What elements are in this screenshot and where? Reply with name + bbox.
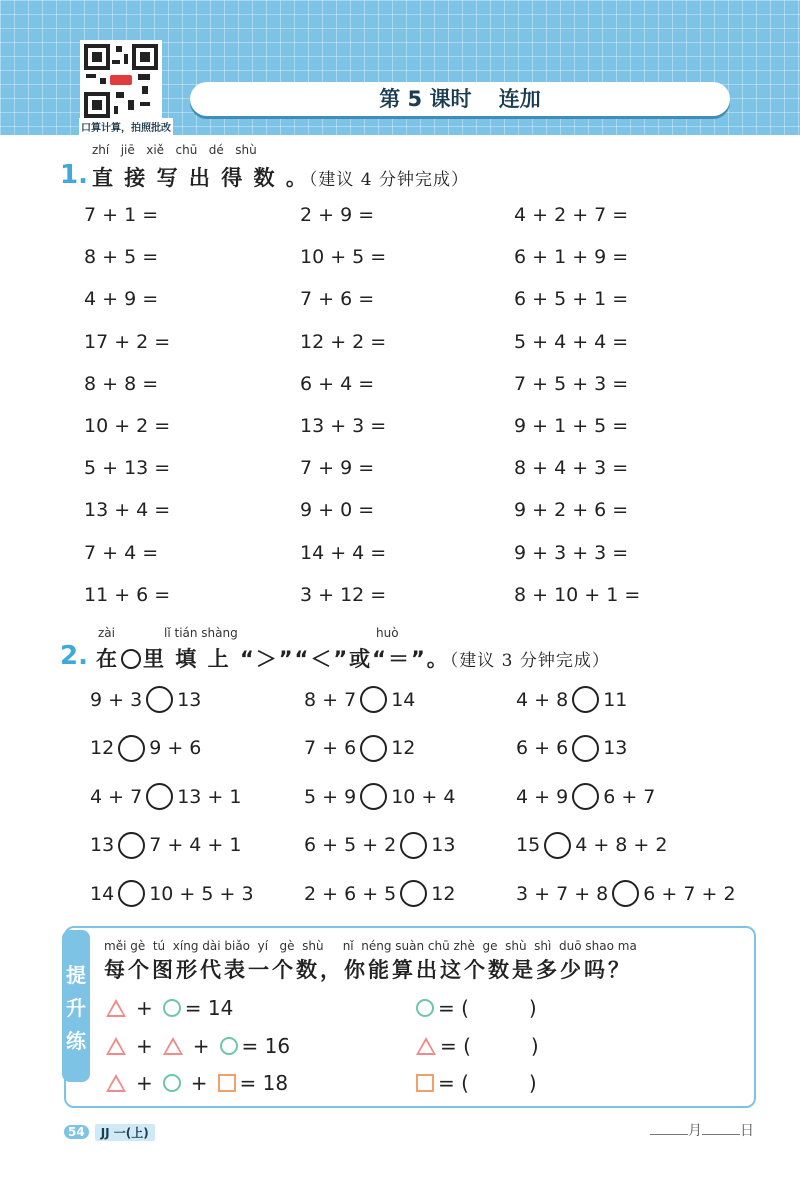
comparison (304, 783, 455, 810)
section2-pinyin-huo: huò (376, 626, 399, 640)
section2-title: 在 里 填 上 “＞”“＜”或“＝”。（建议 3 分钟完成） (96, 647, 610, 671)
compare-right: 13 (603, 737, 628, 759)
compare-right: 14 (391, 688, 416, 711)
compare-right: 12 (431, 882, 456, 905)
equation[interactable]: 5 + 4 + 4 = (514, 330, 629, 353)
answer-circle-icon[interactable] (146, 783, 173, 810)
compare-left: 14 (90, 882, 115, 905)
answer-square[interactable]: = ( ) (412, 1071, 537, 1095)
equation[interactable]: 10 + 2 = (84, 415, 171, 437)
section1-hint: （建议 4 分钟完成） (308, 170, 469, 190)
equation[interactable]: 13 + 4 = (84, 499, 171, 522)
compare-left: 6 + 6 (516, 737, 569, 759)
qr-logo (110, 75, 132, 85)
compare-right: 13 (431, 834, 456, 856)
square-icon (218, 1074, 236, 1092)
equation[interactable]: 10 + 5 = (300, 246, 387, 269)
circle-icon (416, 999, 434, 1017)
compare-right: 4 + 8 + 2 (575, 834, 668, 856)
equation[interactable]: 9 + 2 + 6 = (514, 499, 629, 522)
equation[interactable]: 7 + 6 = (300, 288, 375, 311)
compare-right: 13 + 1 (177, 785, 242, 808)
compare-right: 10 + 4 (391, 785, 456, 808)
compare-left: 12 (90, 737, 115, 759)
answer-circle-icon[interactable] (544, 832, 571, 859)
triangle-icon (106, 1037, 126, 1055)
comparison (90, 880, 254, 907)
comparison (304, 880, 455, 907)
compare-right: 11 (603, 688, 628, 711)
answer-circle-icon[interactable] (118, 832, 145, 859)
triangle-icon (106, 1074, 126, 1092)
equation[interactable]: 9 + 3 + 3 = (514, 541, 629, 564)
answer-circle-icon[interactable] (572, 783, 599, 810)
compare-right: 9 + 6 (149, 737, 202, 759)
answer-circle[interactable]: = ( ) (412, 996, 537, 1020)
triangle-icon (163, 1037, 183, 1055)
equation[interactable]: 6 + 5 + 1 = (514, 288, 629, 311)
comparison (90, 735, 201, 762)
equation[interactable]: 13 + 3 = (300, 415, 387, 437)
answer-circle-icon[interactable] (612, 880, 639, 907)
answer-circle-icon[interactable] (400, 880, 427, 907)
equation[interactable]: 14 + 4 = (300, 541, 387, 564)
comparison (304, 686, 415, 713)
equation[interactable]: 7 + 1 = (84, 204, 159, 226)
circle-icon (163, 1074, 181, 1092)
compare-right: 6 + 7 + 2 (643, 882, 736, 905)
answer-triangle[interactable]: = ( ) (412, 1034, 539, 1058)
answer-circle-icon[interactable] (146, 686, 173, 713)
lesson-title-bar (190, 82, 730, 116)
equation[interactable]: 8 + 5 = (84, 246, 159, 269)
compare-right: 6 + 7 (603, 785, 656, 808)
section2-pinyin-zai: zài (98, 626, 115, 640)
answer-circle-icon[interactable] (360, 686, 387, 713)
compare-right: 13 (177, 688, 202, 711)
qr-finder (132, 44, 158, 70)
compare-left: 15 (516, 834, 541, 856)
equation[interactable]: 6 + 1 + 9 = (514, 246, 629, 269)
answer-circle-icon[interactable] (572, 686, 599, 713)
circle-icon (220, 1037, 238, 1055)
extension-tab: 提 升 练 (62, 930, 90, 1082)
lesson-number: 第 5 课时 (379, 87, 472, 111)
extension-pinyin: měi gè tú xíng dài biǎo yí gè shù nǐ néng suàn chū zhè ge shù shì duō shao ma (104, 939, 637, 953)
comparison (516, 832, 667, 859)
compare-left: 13 (90, 834, 115, 856)
equation[interactable]: 3 + 12 = (300, 583, 387, 606)
answer-circle-icon[interactable] (118, 735, 145, 762)
answer-circle-icon[interactable] (360, 735, 387, 762)
equation[interactable]: 4 + 9 = (84, 288, 159, 311)
comparison (90, 686, 201, 713)
compare-right: 12 (391, 737, 416, 759)
page-number: 54 (64, 1125, 89, 1139)
triangle-icon (106, 999, 126, 1017)
section1-pinyin: zhí jiē xiě chū dé shù (92, 143, 257, 157)
equation[interactable]: 2 + 9 = (300, 204, 375, 226)
circle-icon (163, 999, 181, 1017)
compare-left: 3 + 7 + 8 (516, 882, 609, 905)
shape-equation-2: + + = 16 (102, 1034, 290, 1058)
qr-code[interactable] (80, 40, 162, 122)
qr-caption: 口算计算，拍照批改 (79, 118, 173, 135)
equation[interactable]: 7 + 9 = (300, 457, 375, 480)
compare-left: 4 + 8 (516, 688, 569, 711)
compare-left: 4 + 9 (516, 785, 569, 808)
comparison (304, 832, 455, 859)
section1-title: 直 接 写 出 得 数 。（建议 4 分钟完成） (92, 166, 469, 190)
compare-left: 4 + 7 (90, 785, 143, 808)
equation[interactable]: 8 + 4 + 3 = (514, 457, 629, 480)
shape-equation-1: + = 14 (102, 996, 233, 1020)
square-icon (416, 1074, 434, 1092)
compare-left: 7 + 6 (304, 737, 357, 759)
lesson-title: 连加 (498, 87, 541, 111)
answer-circle-icon[interactable] (360, 783, 387, 810)
compare-left: 5 + 9 (304, 785, 357, 808)
equation[interactable]: 8 + 10 + 1 = (514, 583, 641, 606)
compare-right: 7 + 4 + 1 (149, 834, 242, 856)
section1-number: 1. (60, 160, 88, 190)
qr-finder (84, 92, 110, 118)
equation[interactable]: 12 + 2 = (300, 330, 387, 353)
compare-left: 6 + 5 + 2 (304, 834, 397, 856)
equation[interactable]: 9 + 0 = (300, 499, 375, 522)
equation[interactable]: 11 + 6 = (84, 583, 171, 606)
qr-finder (84, 44, 110, 70)
section2-pinyin-fill: lǐ tián shàng (164, 626, 238, 640)
extension-title: 每个图形代表一个数，你能算出这个数是多少吗？ (104, 958, 632, 982)
comparison (90, 783, 241, 810)
answer-circle-icon (121, 649, 141, 669)
equation[interactable]: 4 + 2 + 7 = (514, 204, 629, 226)
section2-number: 2. (60, 641, 88, 671)
equation[interactable]: 5 + 13 = (84, 457, 171, 480)
equation[interactable]: 9 + 1 + 5 = (514, 415, 629, 437)
comparison (516, 686, 627, 713)
equation[interactable]: 7 + 4 = (84, 541, 159, 564)
equation[interactable]: 17 + 2 = (84, 330, 171, 353)
compare-left: 8 + 7 (304, 688, 357, 711)
equation[interactable]: 8 + 8 = (84, 372, 159, 395)
compare-right: 10 + 5 + 3 (149, 882, 254, 905)
answer-circle-icon[interactable] (400, 832, 427, 859)
answer-circle-icon[interactable] (572, 735, 599, 762)
comparison (516, 880, 736, 907)
page-footer (64, 1124, 155, 1140)
date-field[interactable]: 月 日 (650, 1120, 754, 1140)
triangle-icon (416, 1037, 436, 1055)
comparison (516, 735, 627, 762)
equation[interactable]: 6 + 4 = (300, 372, 375, 395)
shape-equation-3: + + = 18 (102, 1071, 288, 1095)
answer-circle-icon[interactable] (118, 880, 145, 907)
equation[interactable]: 7 + 5 + 3 = (514, 372, 629, 395)
comparison (304, 735, 415, 762)
compare-left: 2 + 6 + 5 (304, 882, 397, 905)
comparison (90, 832, 241, 859)
compare-left: 9 + 3 (90, 688, 143, 711)
section2-hint: （建议 3 分钟完成） (449, 651, 610, 671)
comparison (516, 783, 655, 810)
book-code: JJ 一(上) (95, 1124, 155, 1141)
